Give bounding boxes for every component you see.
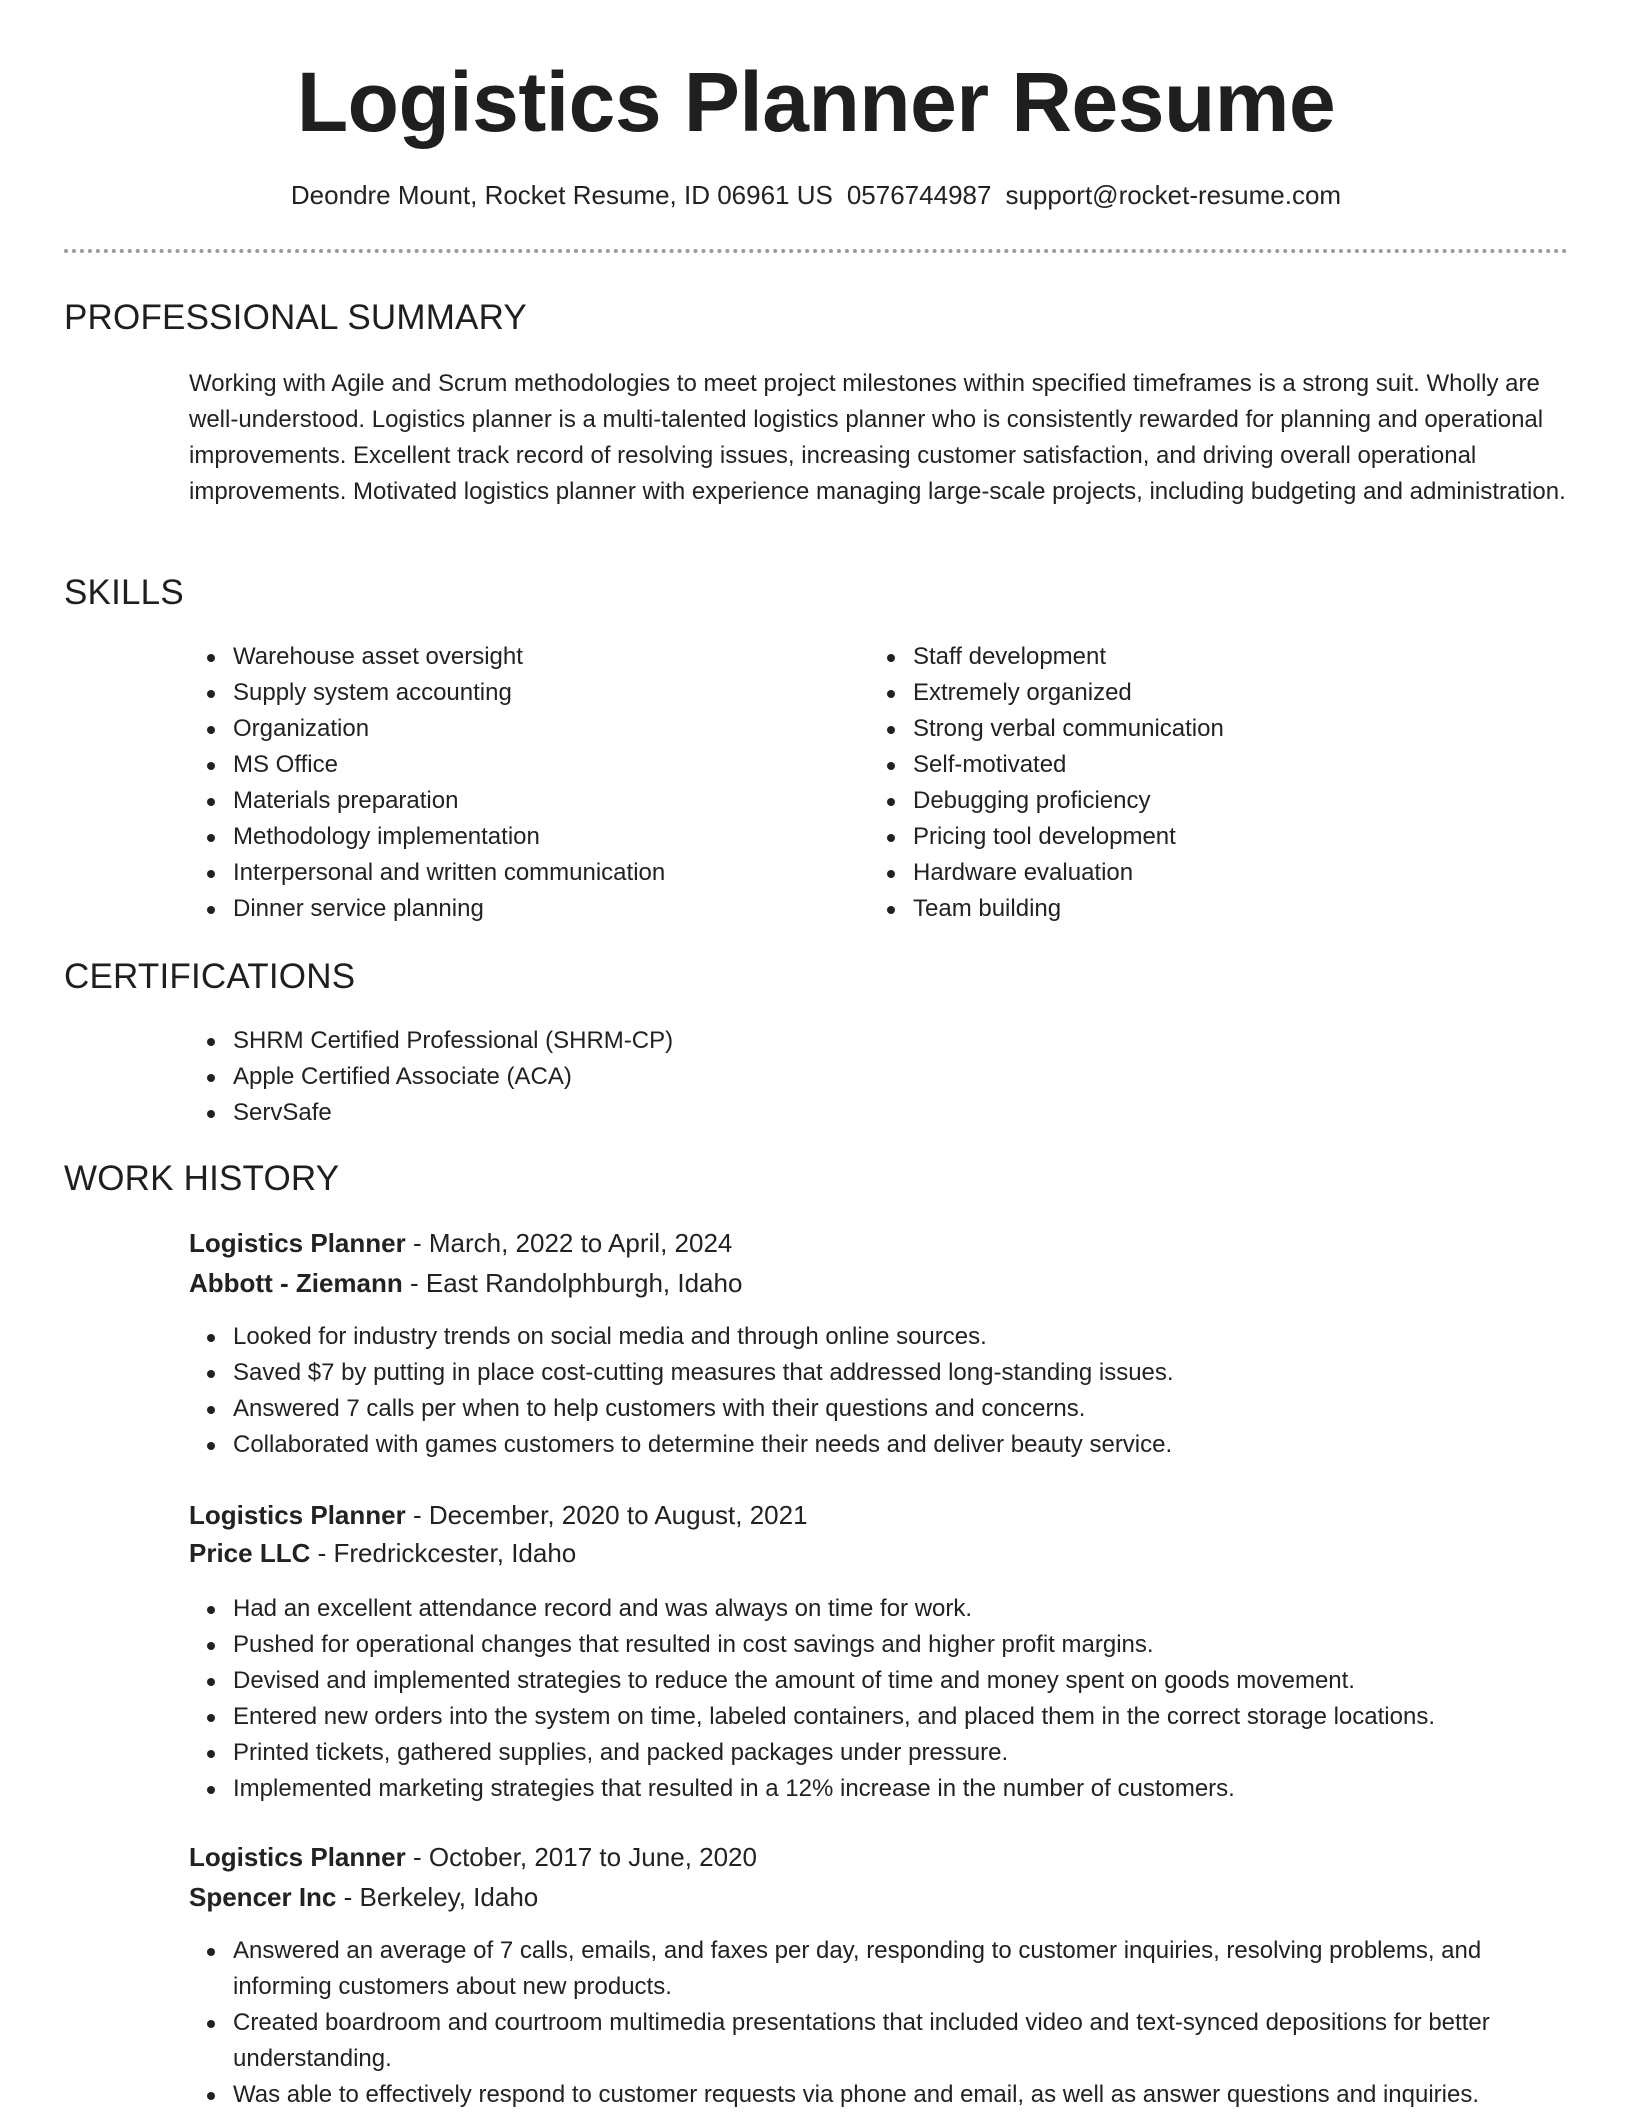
list-item: Team building bbox=[869, 891, 1509, 927]
job-title: Logistics Planner bbox=[189, 1842, 406, 1872]
list-item: Supply system accounting bbox=[189, 675, 829, 711]
skills-list-left bbox=[189, 639, 829, 927]
job-bullets bbox=[189, 1933, 1569, 2113]
list-item: SHRM Certified Professional (SHRM-CP) bbox=[189, 1023, 1569, 1059]
contact-line bbox=[0, 180, 1632, 211]
list-item: Dinner service planning bbox=[189, 891, 829, 927]
job-title: Logistics Planner bbox=[189, 1228, 406, 1258]
job-company-line bbox=[189, 1538, 576, 1569]
contact-email: support@rocket-resume.com bbox=[1005, 180, 1342, 210]
list-item: Hardware evaluation bbox=[869, 855, 1509, 891]
list-item: Extremely organized bbox=[869, 675, 1509, 711]
job-dates: - December, 2020 to August, 2021 bbox=[405, 1500, 808, 1530]
resume-title: Logistics Planner Resume bbox=[296, 55, 1336, 149]
work-history-heading: WORK HISTORY bbox=[64, 1159, 340, 1198]
job-bullets bbox=[189, 1319, 1569, 1463]
list-item: Collaborated with games customers to determine their needs and deliver beauty service. bbox=[189, 1427, 1569, 1463]
header-divider bbox=[64, 249, 1568, 253]
list-item: Warehouse asset oversight bbox=[189, 639, 829, 675]
list-item: Looked for industry trends on social media and through online sources. bbox=[189, 1319, 1569, 1355]
list-item: MS Office bbox=[189, 747, 829, 783]
certifications-heading: CERTIFICATIONS bbox=[64, 957, 356, 996]
list-item: Entered new orders into the system on time, labeled containers, and placed them in the correct storage locations. bbox=[189, 1699, 1569, 1735]
list-item: Staff development bbox=[869, 639, 1509, 675]
job-company: Abbott - Ziemann bbox=[189, 1268, 403, 1298]
list-item: Pricing tool development bbox=[869, 819, 1509, 855]
job-location: - East Randolphburgh, Idaho bbox=[402, 1268, 743, 1298]
list-item: Answered an average of 7 calls, emails, and faxes per day, responding to customer inquiries, resolving problems, and informing customers about new products. bbox=[189, 1933, 1569, 2005]
list-item: Implemented marketing strategies that resulted in a 12% increase in the number of customers. bbox=[189, 1771, 1569, 1807]
list-item: ServSafe bbox=[189, 1095, 1569, 1131]
summary-text: Working with Agile and Scrum methodologies to meet project milestones within specified timeframes is a strong suit. Wholly are well-understood. Logistics planner is a multi-talented logistics planner who is consistently rewarded for planning and operational improvements. Excellent track record of resolving issues, increasing customer satisfaction, and driving overall operational improvements. Motivated logistics planner with experience managing large-scale projects, including budgeting and administration. bbox=[189, 370, 1566, 505]
list-item: Printed tickets, gathered supplies, and packed packages under pressure. bbox=[189, 1735, 1569, 1771]
list-item: Interpersonal and written communication bbox=[189, 855, 829, 891]
job-dates: - March, 2022 to April, 2024 bbox=[405, 1228, 733, 1258]
list-item: Methodology implementation bbox=[189, 819, 829, 855]
job-title: Logistics Planner bbox=[189, 1500, 406, 1530]
list-item: Was able to effectively respond to customer requests via phone and email, as well as answer questions and inquiries. bbox=[189, 2077, 1569, 2113]
list-item: Strong verbal communication bbox=[869, 711, 1509, 747]
list-item: Saved $7 by putting in place cost-cutting measures that addressed long-standing issues. bbox=[189, 1355, 1569, 1391]
contact-address: Deondre Mount, Rocket Resume, ID 06961 US bbox=[290, 180, 833, 210]
certifications-list bbox=[189, 1023, 1569, 1131]
job-company: Price LLC bbox=[189, 1538, 311, 1568]
job-bullets bbox=[189, 1591, 1569, 1807]
job-title-line bbox=[189, 1842, 757, 1873]
list-item: Created boardroom and courtroom multimedia presentations that included video and text-synced depositions for better understanding. bbox=[189, 2005, 1569, 2077]
job-location: - Berkeley, Idaho bbox=[336, 1882, 539, 1912]
list-item: Pushed for operational changes that resulted in cost savings and higher profit margins. bbox=[189, 1627, 1569, 1663]
list-item: Organization bbox=[189, 711, 829, 747]
job-company-line bbox=[189, 1268, 742, 1299]
contact-phone: 0576744987 bbox=[846, 180, 992, 210]
job-dates: - October, 2017 to June, 2020 bbox=[405, 1842, 757, 1872]
list-item: Had an excellent attendance record and was always on time for work. bbox=[189, 1591, 1569, 1627]
list-item: Answered 7 calls per when to help customers with their questions and concerns. bbox=[189, 1391, 1569, 1427]
list-item: Apple Certified Associate (ACA) bbox=[189, 1059, 1569, 1095]
job-title-line bbox=[189, 1228, 732, 1259]
skills-heading: SKILLS bbox=[64, 573, 184, 612]
skills-list-right bbox=[869, 639, 1509, 927]
list-item: Debugging proficiency bbox=[869, 783, 1509, 819]
job-company-line bbox=[189, 1882, 538, 1913]
list-item: Devised and implemented strategies to reduce the amount of time and money spent on goods movement. bbox=[189, 1663, 1569, 1699]
list-item: Materials preparation bbox=[189, 783, 829, 819]
job-location: - Fredrickcester, Idaho bbox=[310, 1538, 577, 1568]
job-title-line bbox=[189, 1500, 808, 1531]
summary-heading: PROFESSIONAL SUMMARY bbox=[64, 298, 527, 337]
list-item: Self-motivated bbox=[869, 747, 1509, 783]
job-company: Spencer Inc bbox=[189, 1882, 337, 1912]
